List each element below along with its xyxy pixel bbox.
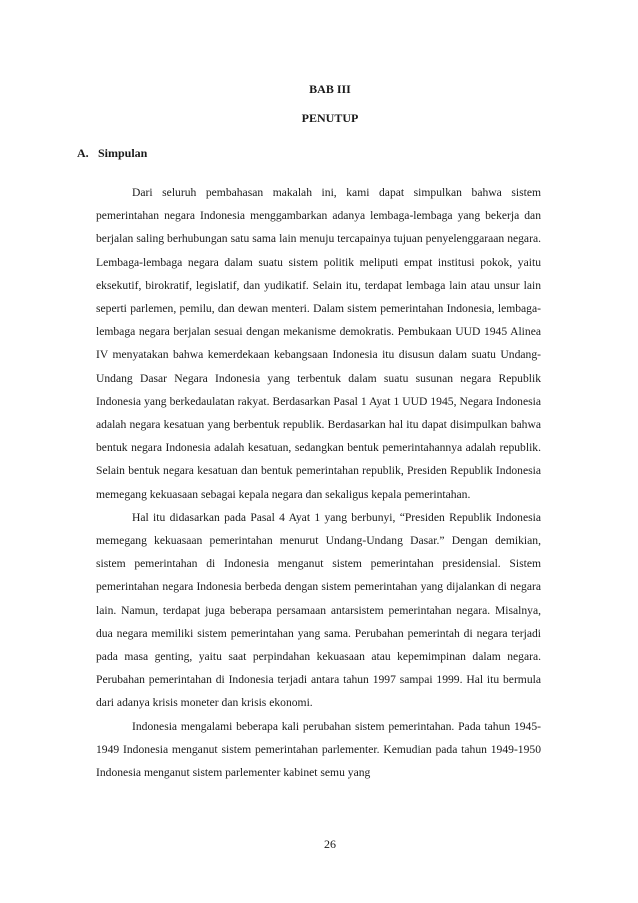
- chapter-title: PENUTUP: [301, 111, 359, 125]
- paragraph: Indonesia mengalami beberapa kali perubahan sistem pemerintahan. Pada tahun 1945-1949 Indonesia menganut sistem pemerintahan parlementer. Kemudian pada tahun 1949-1950 Indonesia menganut sistem parlementer kabinet semu yang: [96, 719, 541, 780]
- body-text: [96, 181, 541, 784]
- section-label: A.: [77, 146, 89, 160]
- section-title: Simpulan: [98, 146, 148, 160]
- chapter-number: BAB III: [309, 82, 351, 96]
- page-number: 26: [324, 837, 336, 851]
- paragraph: Hal itu didasarkan pada Pasal 4 Ayat 1 yang berbunyi, “Presiden Republik Indonesia memegang kekuasaan pemerintahan menurut Undang-Undang Dasar.” Dengan demikian, sistem pemerintahan di Indonesia menganut sistem pemerintahan presidensial. Sistem pemerintahan negara Indonesia berbeda dengan sistem pemerintahan yang dijalankan di negara lain. Namun, terdapat juga beberapa persamaan antarsistem pemerintahan negara. Misalnya, dua negara memiliki sistem pemerintahan yang sama. Perubahan pemerintah di negara terjadi pada masa genting, yaitu saat perpindahan kekuasaan atau kepemimpinan dalam negara. Perubahan pemerintahan di Indonesia terjadi antara tahun 1997 sampai 1999. Hal itu bermula dari adanya krisis moneter dan krisis ekonomi.: [96, 510, 541, 710]
- paragraph: Dari seluruh pembahasan makalah ini, kami dapat simpulkan bahwa sistem pemerintahan negara Indonesia menggambarkan adanya lembaga-lembaga yang bekerja dan berjalan saling berhubungan satu sama lain menuju tercapainya tujuan penyelenggaraan negara. Lembaga-lembaga negara dalam suatu sistem politik meliputi empat institusi pokok, yaitu eksekutif, birokratif, legislatif, dan yudikatif. Selain itu, terdapat lembaga lain atau unsur lain seperti parlemen, pemilu, dan dewan menteri. Dalam sistem pemerintahan Indonesia, lembaga-lembaga negara berjalan sesuai dengan mekanisme demokratis. Pembukaan UUD 1945 Alinea IV menyatakan bahwa kemerdekaan kebangsaan Indonesia itu disusun dalam suatu Undang-Undang Dasar Negara Indonesia yang terbentuk dalam suatu susunan negara Republik Indonesia yang berkedaulatan rakyat. Berdasarkan Pasal 1 Ayat 1 UUD 1945, Negara Indonesia adalah negara kesatuan yang berbentuk republik. Berdasarkan hal itu dapat disimpulkan bahwa bentuk negara Indonesia adalah kesatuan, sedangkan bentuk pemerintahannya adalah republik. Selain bentuk negara kesatuan dan bentuk pemerintahan republik, Presiden Republik Indonesia memegang kekuasaan sebagai kepala negara dan sekaligus kepala pemerintahan.: [96, 186, 541, 501]
